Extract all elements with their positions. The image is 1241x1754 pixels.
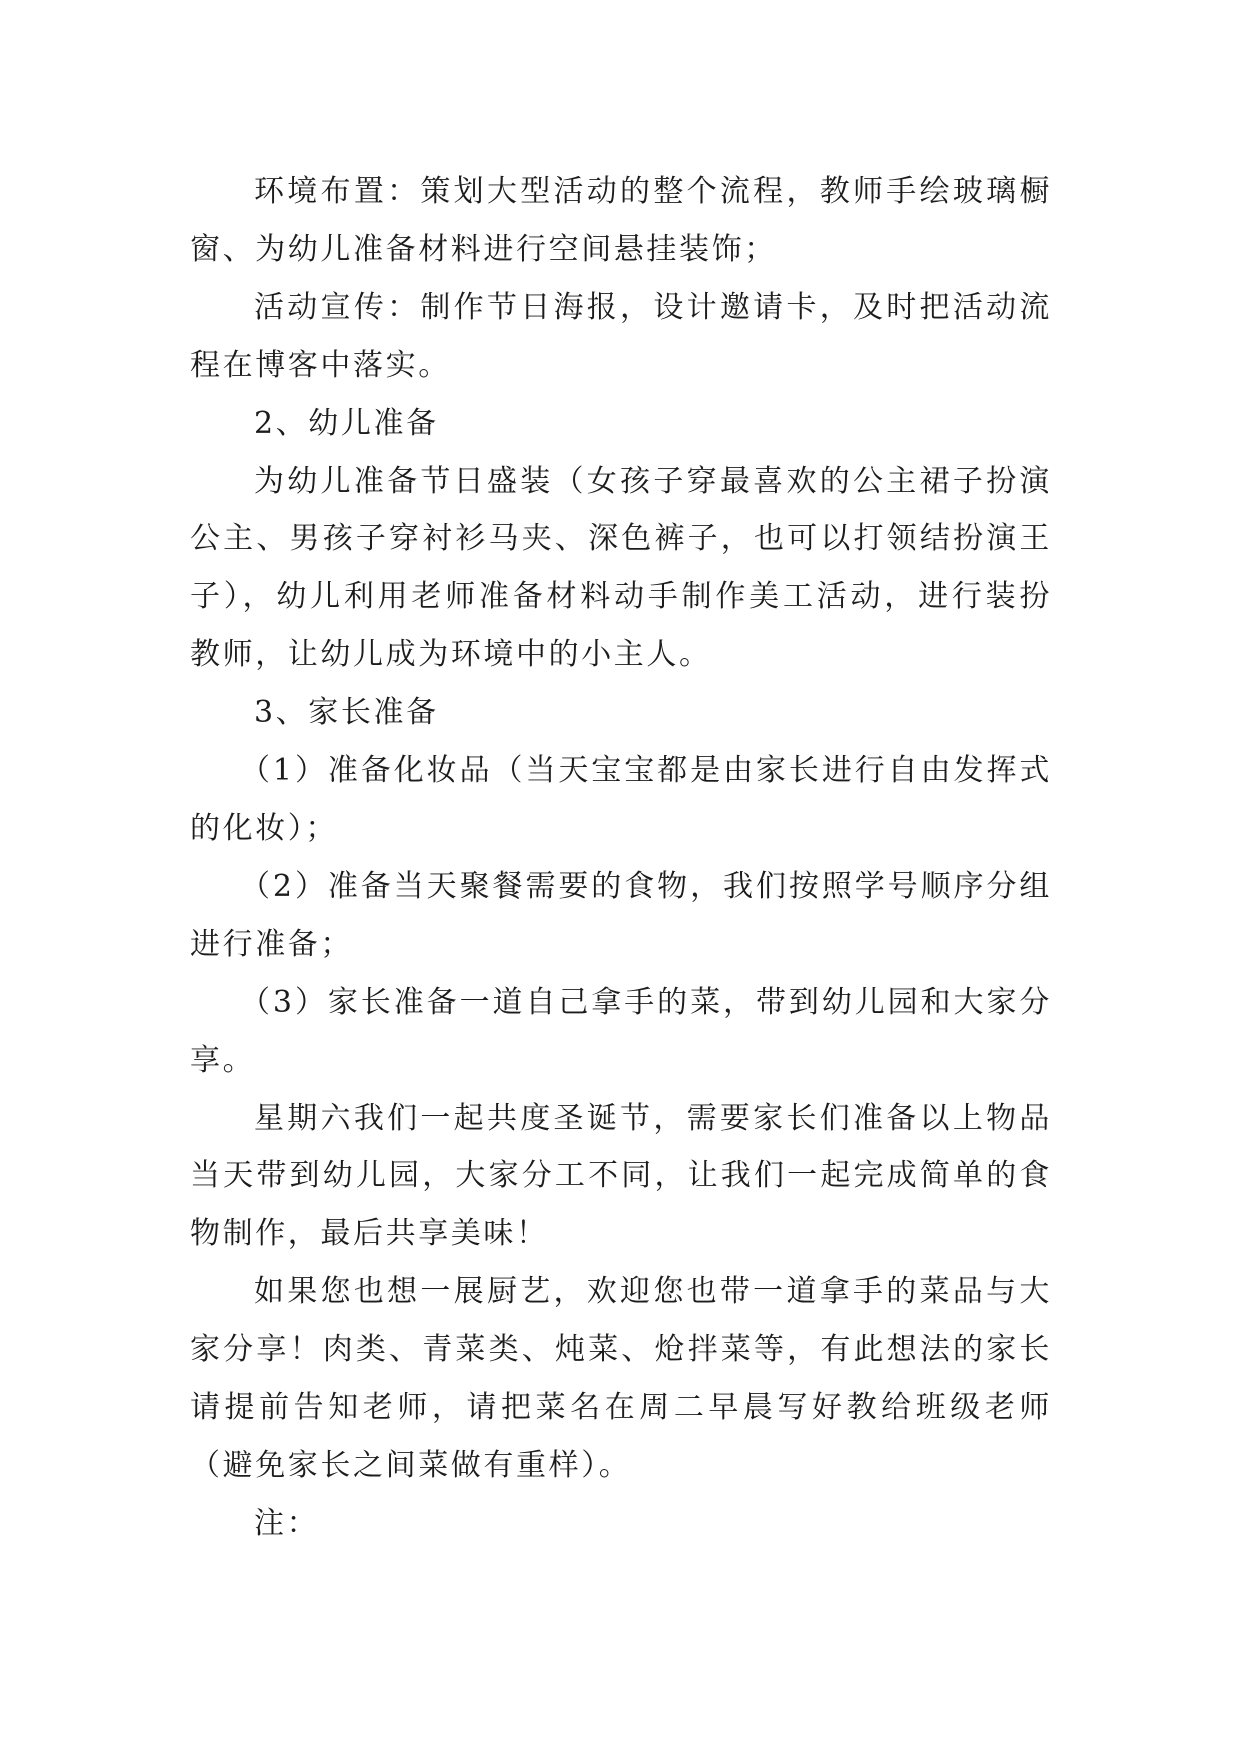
document-body	[190, 163, 1052, 1553]
paragraph-parent-item-1: （1）准备化妆品（当天宝宝都是由家长进行自由发挥式的化妆）；	[190, 753, 1052, 846]
paragraph-activity-promotion: 活动宣传：制作节日海报，设计邀请卡，及时把活动流程在博客中落实。	[190, 289, 1052, 383]
paragraph-child-costume: 为幼儿准备节日盛装（女孩子穿最喜欢的公主裙子扮演公主、男孩子穿衬衫马夹、深色裤子，也可以打领结扮演王子），幼儿利用老师准备材料动手制作美工活动，进行装扮教师，让幼儿成为环境中的小主人。	[190, 463, 1052, 673]
paragraph-saturday-christmas: 星期六我们一起共度圣诞节，需要家长们准备以上物品当天带到幼儿园，大家分工不同，让我们一起完成简单的食物制作，最后共享美味！	[190, 1100, 1052, 1252]
paragraph-parent-item-3: （3）家长准备一道自己拿手的菜，带到幼儿园和大家分享。	[190, 984, 1052, 1078]
paragraph-note: 注：	[254, 1505, 320, 1541]
paragraph-parent-item-2: （2）准备当天聚餐需要的食物，我们按照学号顺序分组进行准备；	[190, 868, 1052, 962]
heading-child-preparation: 2、幼儿准备	[254, 405, 439, 441]
paragraph-cooking-invitation: 如果您也想一展厨艺，欢迎您也带一道拿手的菜品与大家分享！肉类、青菜类、炖菜、炝拌菜等，有此想法的家长请提前告知老师，请把菜名在周二早晨写好教给班级老师（避免家长之间菜做有重样）。	[190, 1274, 1052, 1483]
paragraph-environment-setup: 环境布置：策划大型活动的整个流程，教师手绘玻璃橱窗、为幼儿准备材料进行空间悬挂装饰；	[190, 174, 1052, 267]
heading-parent-preparation: 3、家长准备	[254, 695, 439, 731]
